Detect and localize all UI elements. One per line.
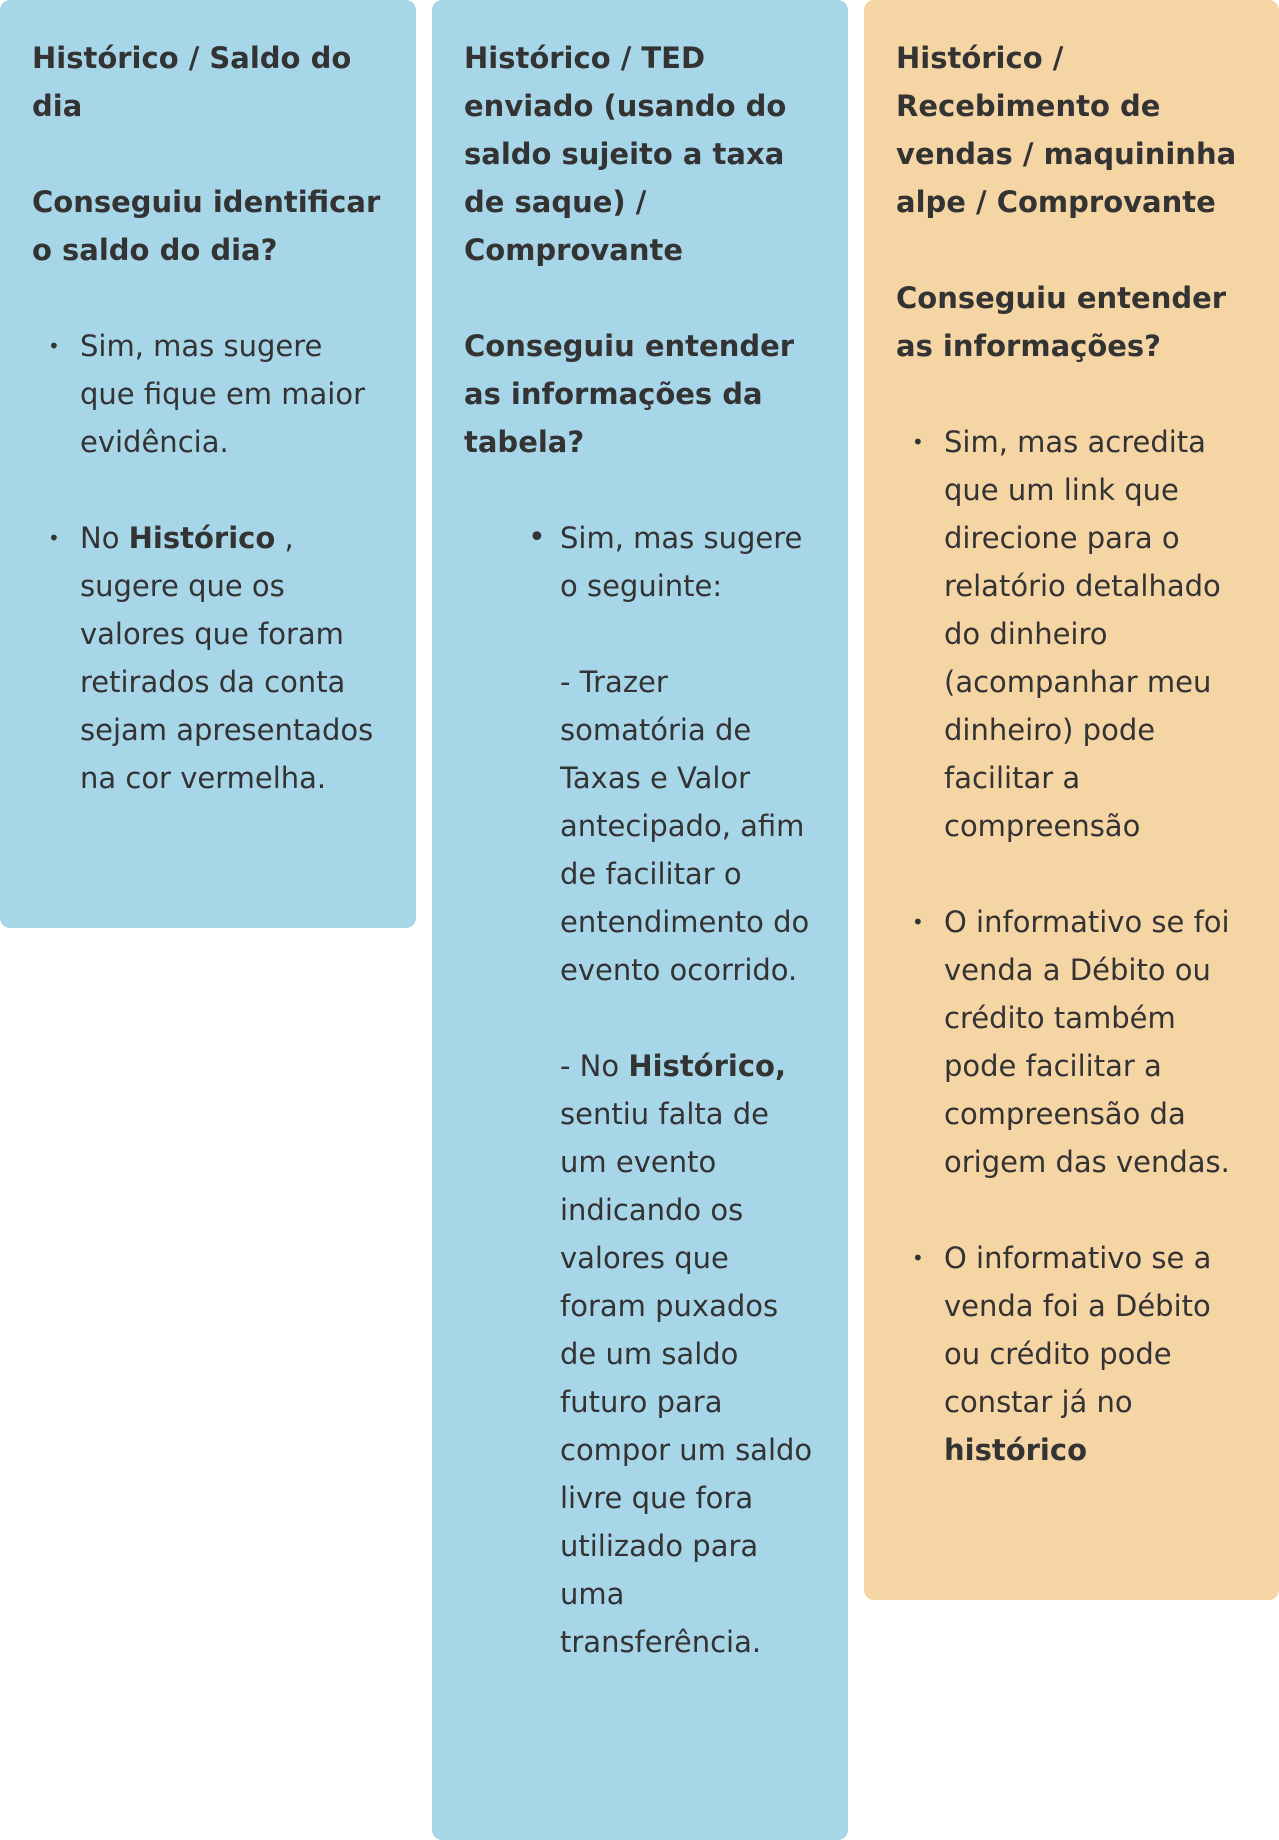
bullet-text-post: sentiu falta de um evento indicando os valores que foram puxados de um saldo futuro para compor um saldo livre que fora utilizado para uma transferência. xyxy=(560,1097,813,1659)
note-title: Histórico / Recebimento de vendas / maquininha alpe / Comprovante xyxy=(896,41,1237,219)
bullet-icon: • xyxy=(48,526,60,550)
list-item xyxy=(48,322,386,466)
list-item xyxy=(912,418,1249,850)
bullet-intro: Sim, mas sugere o seguinte: xyxy=(560,521,803,603)
bullet-text: Sim, mas sugere que fique em maior evidência. xyxy=(80,329,366,459)
bullet-text-pre: O informativo se a venda foi a Débito ou crédito pode constar já no xyxy=(944,1241,1212,1419)
bullet-list xyxy=(464,514,818,1666)
bullet-text-bold: Histórico xyxy=(128,521,276,555)
note-card-ted-enviado xyxy=(432,0,848,1840)
list-item xyxy=(912,898,1249,1186)
bullet-text-post: , sugere que os valores que foram retirados da conta sejam apresentados na cor vermelha. xyxy=(80,521,374,795)
bullet-subitem: - Trazer somatória de Taxas e Valor antecipado, afim de facilitar o entendimento do evento ocorrido. xyxy=(560,665,810,987)
bullet-icon: • xyxy=(48,334,60,358)
bullet-icon: • xyxy=(912,910,924,934)
list-item xyxy=(912,1234,1249,1474)
list-item xyxy=(48,514,386,802)
bullet-icon: • xyxy=(912,430,924,454)
bullet-subitem xyxy=(560,1042,818,1666)
note-question: Conseguiu identificar o saldo do dia? xyxy=(32,185,381,267)
bullet-text-bold: Histórico, xyxy=(628,1049,786,1083)
note-title: Histórico / Saldo do dia xyxy=(32,41,352,123)
bullet-text: O informativo se foi venda a Débito ou crédito também pode facilitar a compreensão da origem das vendas. xyxy=(944,905,1230,1179)
bullet-icon: • xyxy=(912,1246,924,1270)
note-card-recebimento-vendas xyxy=(864,0,1279,1600)
bullet-text: Sim, mas acredita que um link que direcione para o relatório detalhado do dinheiro (acompanhar meu dinheiro) pode facilitar a compreensão xyxy=(944,425,1221,843)
note-question: Conseguiu entender as informações? xyxy=(896,281,1227,363)
bullet-icon: • xyxy=(528,520,546,555)
bullet-text-pre: No xyxy=(80,521,129,555)
bullet-list xyxy=(896,418,1249,1474)
note-card-saldo-do-dia xyxy=(0,0,416,928)
note-question: Conseguiu entender as informações da tabela? xyxy=(464,329,795,459)
bullet-text-bold: histórico xyxy=(944,1433,1087,1467)
list-item xyxy=(528,514,818,1666)
bullet-text-pre: - No xyxy=(560,1049,629,1083)
bullet-list xyxy=(32,322,386,802)
note-title: Histórico / TED enviado (usando do saldo sujeito a taxa de saque) / Comprovante xyxy=(464,41,787,267)
